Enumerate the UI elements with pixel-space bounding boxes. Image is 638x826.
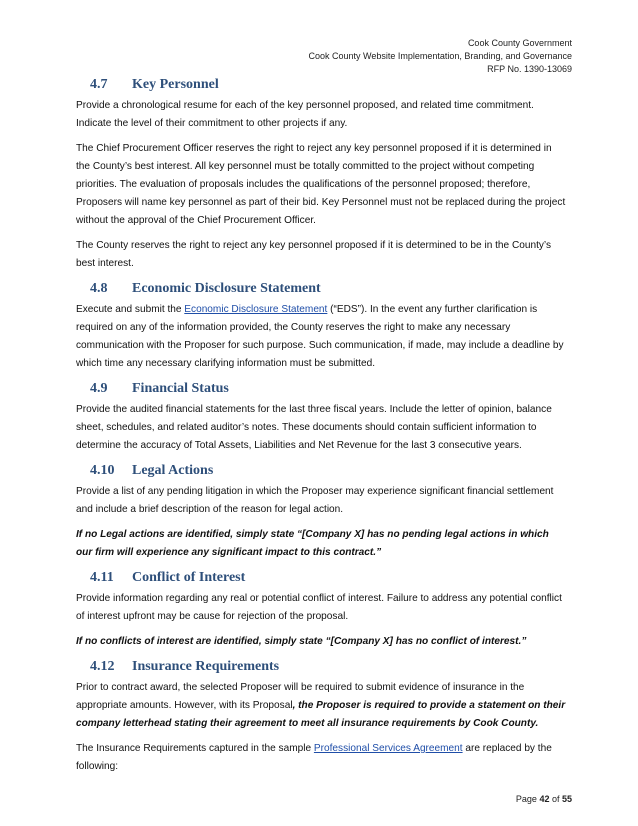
paragraph: Provide information regarding any real or potential conflict of interest. Failure to address any potential conflict of interest upfront may be cause for rejection of the proposal. bbox=[76, 593, 562, 622]
text-run-emphasis: , the Proposer is required to provide a statement on their company letterhead stating their agreement to meet all insurance requirements by Cook County. bbox=[76, 700, 566, 729]
section-4-12 bbox=[76, 658, 566, 776]
section-heading bbox=[90, 569, 566, 586]
section-number: 4.10 bbox=[90, 463, 115, 478]
paragraph: Provide a list of any pending litigation in which the Proposer may experience significant financial settlement and include a brief description of the reason for legal action. bbox=[76, 486, 554, 515]
page-of-label: of bbox=[549, 794, 562, 804]
section-title: Key Personnel bbox=[132, 77, 219, 92]
page-number: 42 bbox=[539, 794, 550, 804]
page-total: 55 bbox=[561, 794, 572, 804]
text-run: The Insurance Requirements captured in the sample bbox=[76, 743, 314, 754]
professional-services-agreement-link[interactable]: Professional Services Agreement bbox=[313, 743, 463, 754]
header-rfp-number: RFP No. 1390-13069 bbox=[487, 64, 572, 74]
section-title: Financial Status bbox=[132, 381, 229, 396]
paragraph: The Chief Procurement Officer reserves the right to reject any key personnel proposed if it is determined in the County’s best interest. All key personnel must be totally committed to the project without competing priorities. The evaluation of proposals includes the qualifications of the personnel proposed; therefore, Proposers will name key personnel as part of their bid. Key Personnel must not be replaced during the project without the approval of the Chief Procurement Officer. bbox=[76, 143, 566, 226]
paragraph: The County reserves the right to reject any key personnel proposed if it is determined to be in the County’s best interest. bbox=[76, 240, 552, 269]
section-heading bbox=[90, 658, 566, 675]
section-title: Insurance Requirements bbox=[132, 659, 280, 674]
section-number: 4.11 bbox=[90, 570, 114, 585]
section-heading bbox=[90, 462, 566, 479]
paragraph: Provide a chronological resume for each of the key personnel proposed, and related time commitment. Indicate the level of their commitment to other projects if any. bbox=[76, 100, 534, 129]
section-4-8 bbox=[76, 280, 566, 373]
section-heading bbox=[90, 380, 566, 397]
paragraph-instruction: If no conflicts of interest are identified, simply state “[Company X] has no conflict of interest.” bbox=[76, 636, 527, 647]
header-project: Cook County Website Implementation, Branding, and Governance bbox=[308, 51, 572, 61]
page-header bbox=[309, 37, 572, 76]
paragraph bbox=[76, 740, 566, 776]
section-title: Conflict of Interest bbox=[132, 570, 246, 585]
paragraph bbox=[76, 301, 566, 373]
text-run: (“EDS”). In the event any further clarification is required on any of the information provided, the County reserves the right to make any necessary communication with the Proposer for such purpose. Such communication, if made, may include a deadline by which time any necessary clarifying information must be submitted. bbox=[76, 304, 564, 369]
paragraph-instruction: If no Legal actions are identified, simply state “[Company X] has no pending legal actions in which our firm will experience any significant impact to this contract.” bbox=[76, 529, 549, 558]
paragraph: Provide the audited financial statements for the last three fiscal years. Include the letter of opinion, balance sheet, schedules, and related auditor’s notes. These documents should contain sufficient information to determine the accuracy of Total Assets, Liabilities and Net Revenue for the last 3 consecutive years. bbox=[76, 404, 552, 451]
page-label: Page bbox=[515, 794, 540, 804]
section-number: 4.8 bbox=[90, 281, 108, 296]
section-4-10 bbox=[76, 462, 566, 562]
section-number: 4.9 bbox=[90, 381, 108, 396]
text-run: Prior to contract award, the selected Proposer will be required to submit evidence of insurance in the appropriate amounts. However, with its Proposal bbox=[76, 682, 525, 711]
section-title: Economic Disclosure Statement bbox=[132, 281, 321, 296]
section-number: 4.12 bbox=[90, 659, 115, 674]
section-4-11 bbox=[76, 569, 566, 651]
document-body bbox=[76, 76, 566, 783]
page-footer bbox=[516, 794, 572, 804]
header-org: Cook County Government bbox=[467, 38, 572, 48]
section-number: 4.7 bbox=[90, 77, 108, 92]
section-4-7 bbox=[76, 76, 566, 273]
eds-link[interactable]: Economic Disclosure Statement bbox=[184, 304, 328, 315]
paragraph bbox=[76, 679, 566, 733]
section-heading bbox=[90, 76, 566, 93]
section-title: Legal Actions bbox=[132, 463, 214, 478]
text-run: are replaced by the following: bbox=[76, 743, 552, 772]
text-run: Execute and submit the bbox=[76, 304, 185, 315]
section-4-9 bbox=[76, 380, 566, 455]
section-heading bbox=[90, 280, 566, 297]
